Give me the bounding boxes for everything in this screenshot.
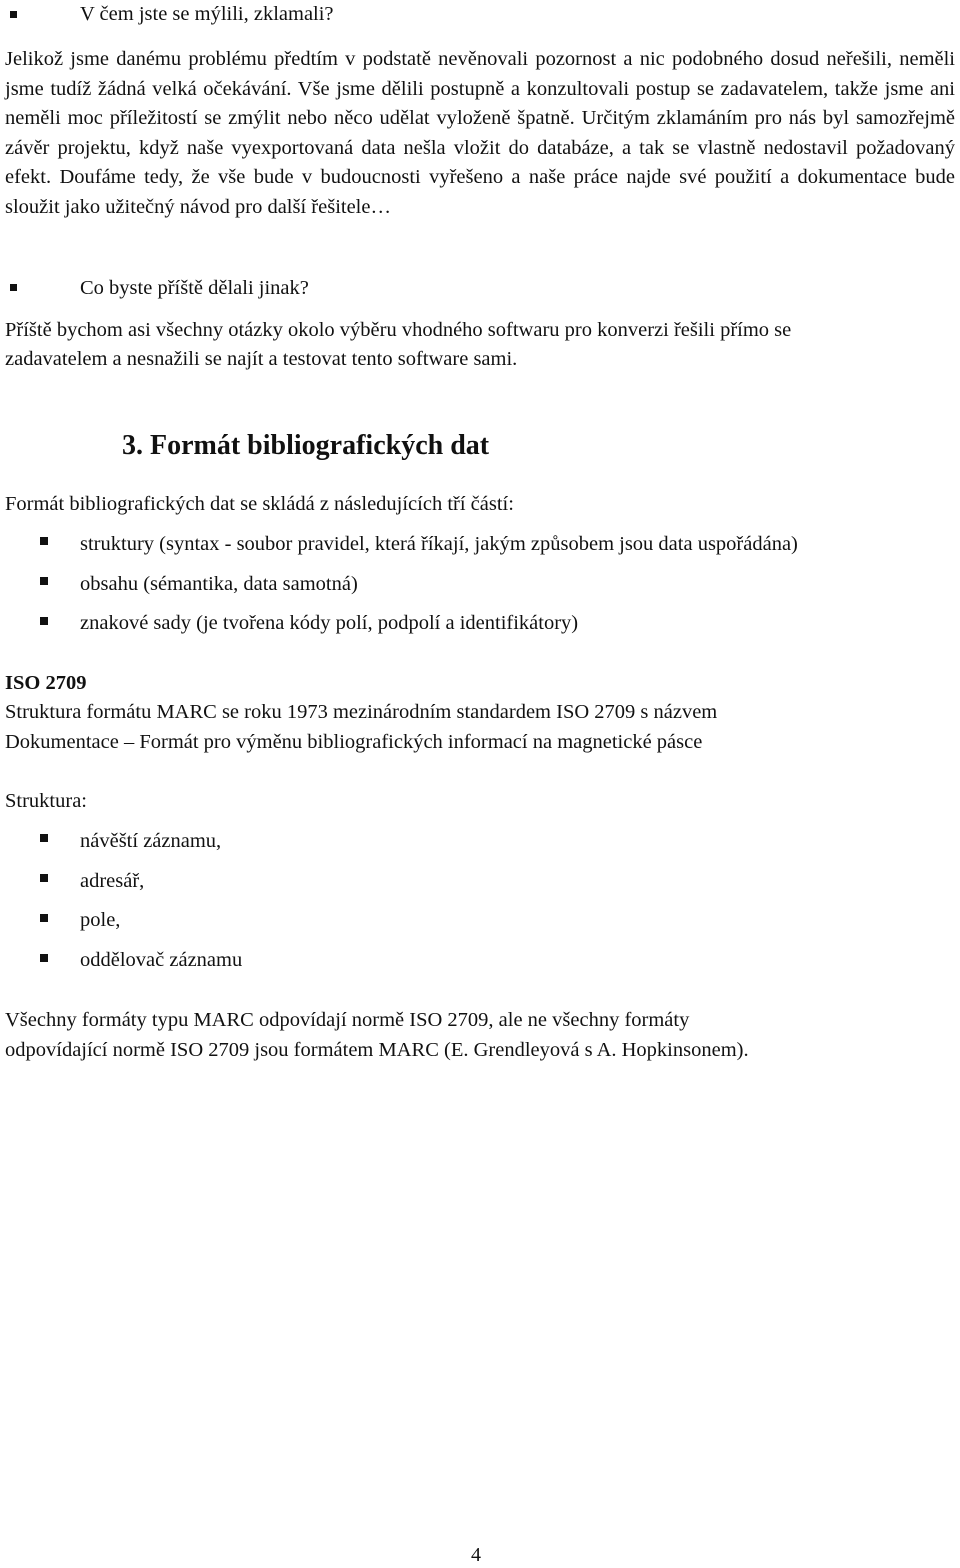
format-part-item: znakové sady (je tvořena kódy polí, podpolí a identifikátory): [80, 612, 579, 634]
format-intro: Formát bibliografických dat se skládá z následujících tří částí:: [5, 493, 514, 515]
format-part-item: struktury (syntax - soubor pravidel, která říkají, jakým způsobem jsou data uspořádána): [80, 533, 798, 555]
structure-item: adresář,: [80, 870, 145, 892]
bullet-icon: [10, 284, 17, 291]
bullet-icon: [40, 834, 48, 842]
format-part-item: obsahu (sémantika, data samotná): [80, 573, 358, 595]
closing-line: odpovídající normě ISO 2709 jsou formátem MARC (E. Grendleyová s A. Hopkinsonem).: [5, 1039, 749, 1061]
bullet-icon: [40, 537, 48, 545]
structure-item: pole,: [80, 909, 121, 931]
question-mistakes: V čem jste se mýlili, zklamali?: [80, 3, 334, 25]
question-next: Co byste příště dělali jinak?: [80, 277, 309, 299]
structure-item: návěští záznamu,: [80, 830, 222, 852]
iso-line: Dokumentace – Formát pro výměnu bibliografických informací na magnetické pásce: [5, 731, 703, 753]
bullet-icon: [40, 577, 48, 585]
structure-label: Struktura:: [5, 790, 87, 812]
paragraph-mistakes-text: Jelikož jsme danému problému předtím v podstatě nevěnovali pozornost a nic podobného dosud neřešili, neměli jsme tudíž žádná velká očekávání. Vše jsme dělili postupně a konzultovali postup se zadavatelem, takže jsme ani neměli moc příležitostí se zmýlit nebo něco udělat vyloženě špatně. Určitým zklamáním pro nás byl samozřejmě závěr projektu, když naše vyexportovaná data nešla vložit do databáze, a tak se vlastně nedostavil požadovaný efekt. Doufáme tedy, že vše bude v budoucnosti vyřešeno a naše práce najde své použití a dokumentace bude sloužit jako užitečný návod pro další řešitele…: [5, 48, 955, 218]
paragraph-mistakes: [5, 45, 955, 223]
paragraph-next-line: zadavatelem a nesnažili se najít a testovat tento software sami.: [5, 348, 518, 370]
bullet-icon: [40, 617, 48, 625]
bullet-icon: [40, 874, 48, 882]
iso-line: Struktura formátu MARC se roku 1973 mezinárodním standardem ISO 2709 s názvem: [5, 701, 718, 723]
bullet-icon: [10, 11, 17, 18]
bullet-icon: [40, 914, 48, 922]
page-number: 4: [471, 1544, 481, 1566]
structure-item: oddělovač záznamu: [80, 949, 243, 971]
bullet-icon: [40, 954, 48, 962]
section-heading: 3. Formát bibliografických dat: [122, 430, 490, 461]
paragraph-next-line: Příště bychom asi všechny otázky okolo výběru vhodného softwaru pro konverzi řešili přímo se: [5, 319, 792, 341]
iso-title: ISO 2709: [5, 672, 87, 694]
closing-line: Všechny formáty typu MARC odpovídají normě ISO 2709, ale ne všechny formáty: [5, 1009, 690, 1031]
